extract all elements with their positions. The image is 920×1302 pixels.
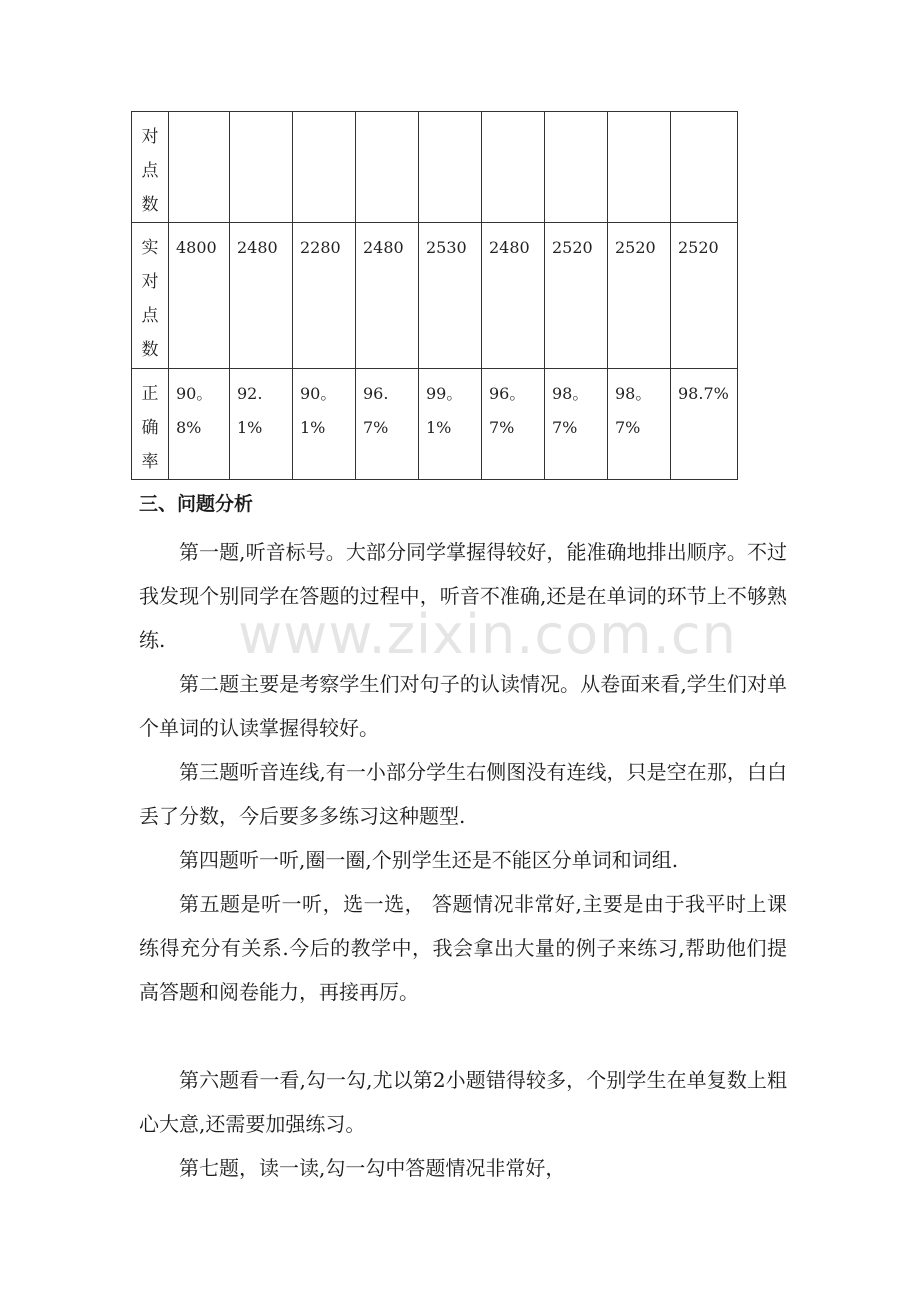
table-cell: 92.1% xyxy=(230,369,293,480)
table-cell: 90。1% xyxy=(293,369,356,480)
table-cell: 4800 xyxy=(169,223,230,369)
score-table xyxy=(131,111,738,480)
paragraph-q6: 第六题看一看,勾一勾,尤以第2小题错得较多，个别学生在单复数上粗心大意,还需要加强练习。 xyxy=(139,1068,787,1136)
table-cell: 2480 xyxy=(230,223,293,369)
paragraph-q3: 第三题听音连线,有一小部分学生右侧图没有连线，只是空在那，白白丢了分数，今后要多多练习这种题型. xyxy=(139,760,787,828)
table-cell: 2520 xyxy=(671,223,738,369)
table-cell: 96.7% xyxy=(356,369,419,480)
row-label: 实对点数 xyxy=(141,238,159,360)
table-cell: 2480 xyxy=(482,223,545,369)
table-cell xyxy=(419,112,482,223)
table-cell: 2480 xyxy=(356,223,419,369)
table-cell xyxy=(230,112,293,223)
table-cell xyxy=(608,112,671,223)
table-cell: 2530 xyxy=(419,223,482,369)
table-cell xyxy=(545,112,608,223)
row-header xyxy=(132,369,169,480)
table-cell xyxy=(671,112,738,223)
row-header xyxy=(132,223,169,369)
table-row-dui-dian-shu xyxy=(132,112,738,223)
section-title: 三、问题分析 xyxy=(139,493,254,515)
table-row-zheng-que-lv xyxy=(132,369,738,480)
table-cell: 96。7% xyxy=(482,369,545,480)
paragraph-q1: 第一题,听音标号。大部分同学掌握得较好，能准确地排出顺序。不过我发现个别同学在答题的过程中，听音不准确,还是在单词的环节上不够熟练. xyxy=(139,540,787,652)
table-cell xyxy=(293,112,356,223)
watermark: www.zixin.com.cn xyxy=(238,603,737,666)
table-cell xyxy=(356,112,419,223)
table-cell: 98.7% xyxy=(671,369,738,480)
table-row-shi-dui-dian-shu xyxy=(132,223,738,369)
table-cell: 90。8% xyxy=(169,369,230,480)
paragraph-q5: 第五题是听一听，选一选， 答题情况非常好,主要是由于我平时上课练得充分有关系.今后的教学中，我会拿出大量的例子来练习,帮助他们提高答题和阅卷能力，再接再厉。 xyxy=(139,892,787,1004)
table-cell: 98。7% xyxy=(545,369,608,480)
paragraph-q2: 第二题主要是考察学生们对句子的认读情况。从卷面来看,学生们对单个单词的认读掌握得较好。 xyxy=(139,672,787,740)
table-cell: 98。7% xyxy=(608,369,671,480)
table-cell: 2280 xyxy=(293,223,356,369)
table-cell xyxy=(482,112,545,223)
paragraph-q7: 第七题，读一读,勾一勾中答题情况非常好， xyxy=(179,1156,566,1180)
table-cell: 2520 xyxy=(545,223,608,369)
table-cell xyxy=(169,112,230,223)
row-label: 对点数 xyxy=(141,127,159,215)
paragraph-q4: 第四题听一听,圈一圈,个别学生还是不能区分单词和词组. xyxy=(179,848,679,872)
row-label: 正确率 xyxy=(141,384,159,472)
table-cell: 99。1% xyxy=(419,369,482,480)
table-cell: 2520 xyxy=(608,223,671,369)
row-header xyxy=(132,112,169,223)
